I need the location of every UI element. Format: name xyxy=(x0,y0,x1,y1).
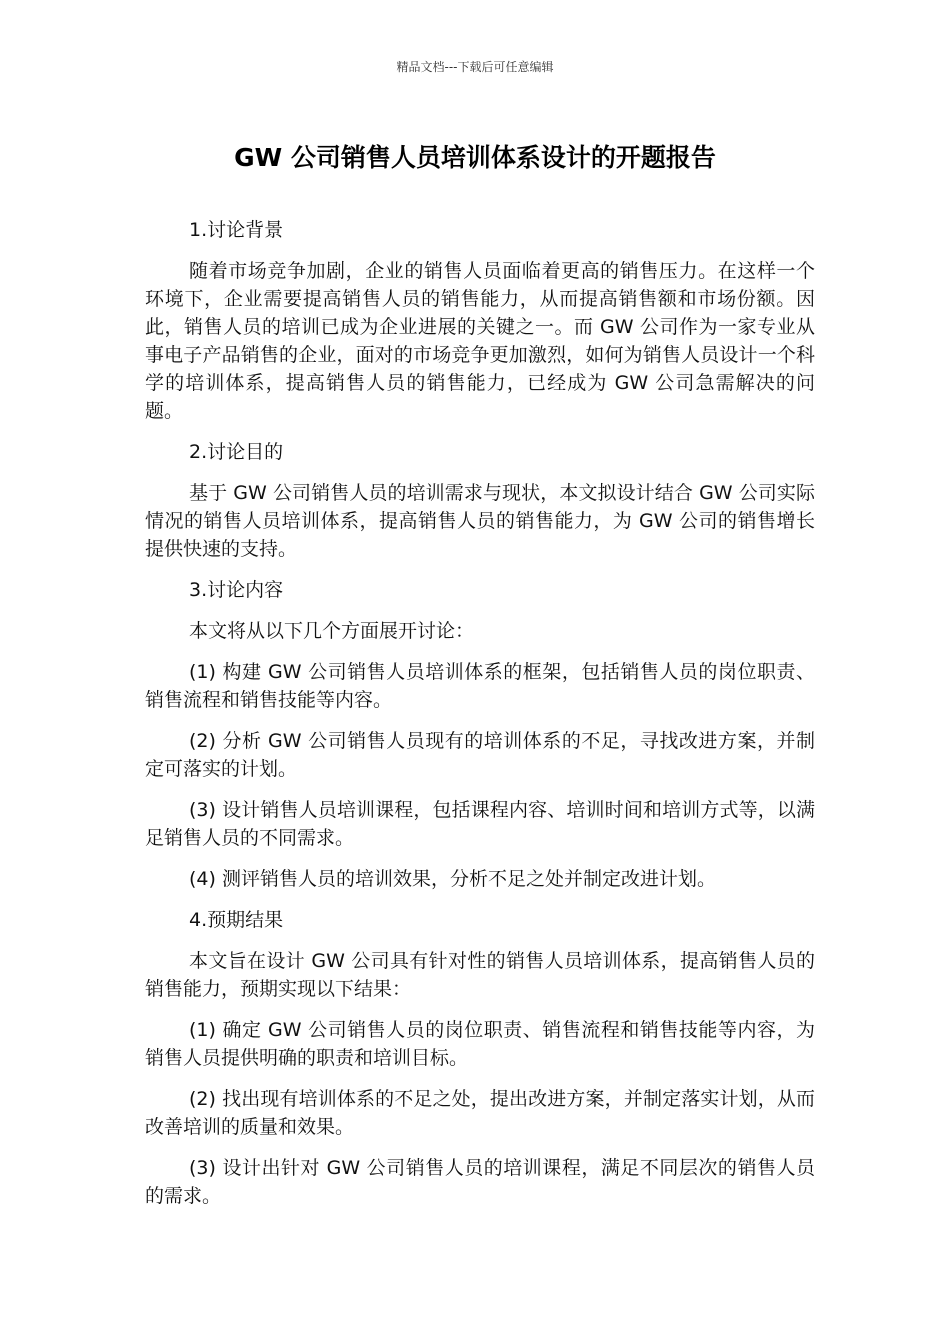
paragraph-content-intro: 本文将从以下几个方面展开讨论： xyxy=(189,620,475,642)
list-item-result-2: (2) 找出现有培训体系的不足之处，提出改进方案，并制定落实计划，从而改善培训的质量和效果。 xyxy=(145,1088,815,1138)
page-title: GW 公司销售人员培训体系设计的开题报告 xyxy=(234,143,716,172)
list-item-content-3: (3) 设计销售人员培训课程，包括课程内容、培训时间和培训方式等，以满足销售人员的不同需求。 xyxy=(145,799,815,849)
list-item-content-4: (4) 测评销售人员的培训效果，分析不足之处并制定改进计划。 xyxy=(189,868,716,890)
section-heading-expected-results: 4.预期结果 xyxy=(189,909,284,931)
document-body xyxy=(145,216,815,1223)
list-item-content-1: (1) 构建 GW 公司销售人员培训体系的框架，包括销售人员的岗位职责、销售流程和销售技能等内容。 xyxy=(145,661,815,711)
section-heading-purpose: 2.讨论目的 xyxy=(189,441,284,463)
section-heading-content: 3.讨论内容 xyxy=(189,579,284,601)
list-item-content-2: (2) 分析 GW 公司销售人员现有的培训体系的不足，寻找改进方案，并制定可落实的计划。 xyxy=(145,730,815,780)
header-note: 精品文档---下载后可任意编辑 xyxy=(396,60,554,74)
paragraph-background: 随着市场竞争加剧，企业的销售人员面临着更高的销售压力。在这样一个环境下，企业需要提高销售人员的销售能力，从而提高销售额和市场份额。因此，销售人员的培训已成为企业进展的关键之一。而 GW 公司作为一家专业从事电子产品销售的企业，面对的市场竞争更加激烈，如何为销售人员设计一个科学的培训体系，提高销售人员的销售能力，已经成为 GW 公司急需解决的问题。 xyxy=(145,260,815,422)
list-item-result-1: (1) 确定 GW 公司销售人员的岗位职责、销售流程和销售技能等内容，为销售人员提供明确的职责和培训目标。 xyxy=(145,1019,815,1069)
paragraph-results-intro: 本文旨在设计 GW 公司具有针对性的销售人员培训体系，提高销售人员的销售能力，预期实现以下结果： xyxy=(145,950,815,1000)
list-item-result-3: (3) 设计出针对 GW 公司销售人员的培训课程，满足不同层次的销售人员的需求。 xyxy=(145,1157,815,1207)
paragraph-purpose: 基于 GW 公司销售人员的培训需求与现状，本文拟设计结合 GW 公司实际情况的销售人员培训体系，提高销售人员的销售能力，为 GW 公司的销售增长提供快速的支持。 xyxy=(145,482,815,560)
section-heading-background: 1.讨论背景 xyxy=(189,219,284,241)
